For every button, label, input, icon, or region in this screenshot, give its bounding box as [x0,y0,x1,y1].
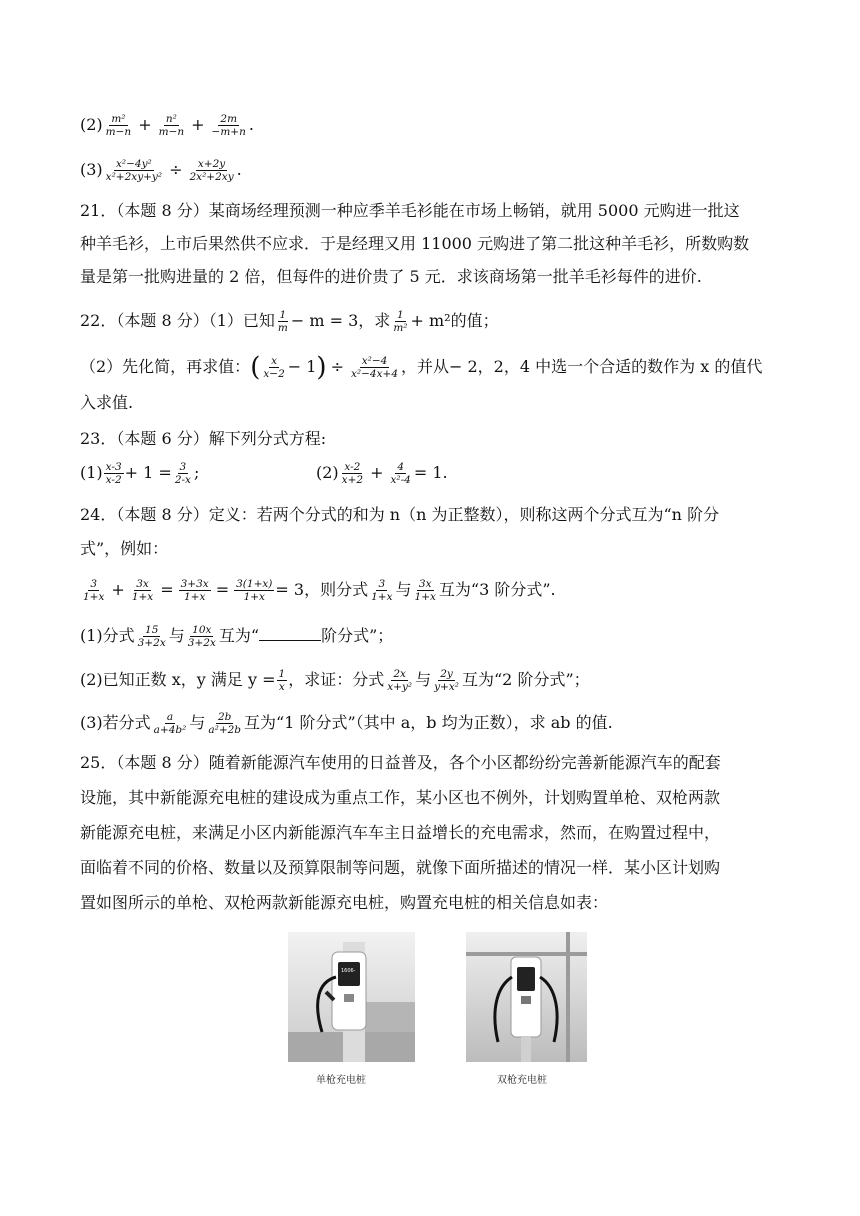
fraction: $\frac{\text{x²−4y²}}{\text{x²+2xy+y²}}$ [105,158,163,183]
q25-line3: 新能源充电桩，来满足小区内新能源汽车车主日益增长的充电需求，然而，在购置过程中， [80,823,721,842]
charger-illustration [466,932,587,1062]
q23-eq2: (2) $\frac{x-2}{x+2}$ + $\frac{4}{\text{x²-4}}$ = 1. [316,461,448,486]
charger-illustration [288,932,415,1062]
q25-line1: 25．（本题 8 分）随着新能源汽车使用的日益普及，各个小区都纷纷完善新能源汽车的配套 [80,753,721,772]
fraction: $\frac{2b}{\text{a²+2b}}$ [208,711,242,736]
q23-eq1: (1) $\frac{x-3}{x-2}$ + 1 = $\frac{3}{2-x}$ ; [80,461,200,486]
q24-line2: 式”，例如： [80,539,169,558]
q21-line2: 种羊毛衫，上市后果然供不应求．于是经理又用 11000 元购进了第二批这种羊毛衫，所数购数 [80,234,750,253]
answer-blank [259,626,321,641]
fraction: $\frac{3}{2-x}$ [174,461,191,486]
fraction: $\frac{1}{\text{m²}}$ [393,309,408,334]
q23-title: 23．（本题 6 分）解下列分式方程: [80,429,327,448]
double-gun-caption: 双枪充电桩 [497,1075,547,1086]
fraction: $\frac{3}{1+x}$ [371,578,393,603]
fraction: $\frac{\text{x²−4}}{\text{x²−4x+4}}$ [350,355,398,380]
single-gun-caption: 单枪充电桩 [316,1075,366,1086]
single-gun-charger-photo [288,932,415,1062]
fraction: $\frac{2x}{\text{x+y²}}$ [387,668,413,693]
fraction: $\frac{a}{\text{a+4b²}}$ [153,711,187,736]
fraction: $\frac{\text{n²}}{m-n}$ [158,113,185,138]
q22-part2: （2）先化简，再求值：( $\frac{x}{x-2}$ − 1) ÷ $\frac{\text{x²−4}}{\text{x²−4x+4}}$ ，并从− 2，2，4 中选一个合适的数作为 x 的值代 [80,352,763,383]
fraction: $\frac{10x}{3+2x}$ [187,624,216,649]
fraction: $\frac{x-2}{x+2}$ [341,461,364,486]
q24-part1: (1)分式 $\frac{15}{3+2x}$ 与 $\frac{10x}{3+2x}$ 互为“ 阶分式”； [80,624,394,649]
fraction: $\frac{1}{x}$ [278,668,286,693]
q24-part3: (3)若分式 $\frac{a}{\text{a+4b²}}$ 与 $\frac{2b}{\text{a²+2b}}$ 互为“1 阶分式”（其中 a，b 均为正数），求 ab 的值. [80,711,613,736]
fraction: $\frac{2y}{\text{y+x²}}$ [434,668,459,693]
q25-line4: 面临着不同的价格、数量以及预算限制等问题，就像下面所描述的情况一样．某小区计划购 [80,858,721,877]
fraction: $\frac{4}{\text{x²-4}}$ [390,461,411,486]
fraction: $\frac{x}{x-2}$ [263,355,285,380]
fraction: $\frac{15}{3+2x}$ [137,624,166,649]
q24-example: $\frac{3}{1+x}$ + $\frac{3x}{1+x}$ = $\frac{3+3x}{1+x}$ = $\frac{3(1+x)}{1+x}$ = 3，则分式 $\frac{3}{1+x}$ 与 $\frac{3x}{1+x}$ 互为“3 阶分式”. [83,578,556,603]
fraction: $\frac{3}{1+x}$ [83,578,105,603]
svg-text:1606-: 1606- [341,968,356,974]
q25-line5: 置如图所示的单枪、双枪两款新能源充电桩，购置充电桩的相关信息如表： [80,893,609,912]
fraction: $\frac{x+2y}{\text{2x²+2xy}}$ [189,158,234,183]
q22-part1: 22．（本题 8 分）（1）已知 $\frac{1}{m}$ − m = 3，求 $\frac{1}{\text{m²}}$ + m²的值； [80,309,499,334]
fraction: $\frac{2m}{-m+n}$ [211,113,246,138]
q20-part2: (2) $\frac{\text{m²}}{m-n}$ + $\frac{\text{n²}}{m-n}$ + $\frac{2m}{-m+n}$ . [80,113,254,138]
fraction: $\frac{3(1+x)}{1+x}$ [236,578,273,603]
fraction: $\frac{x-3}{x-2}$ [105,461,122,486]
fraction: $\frac{3x}{1+x}$ [131,578,154,603]
fraction: $\frac{3+3x}{1+x}$ [180,578,209,603]
double-gun-charger-photo [466,932,587,1062]
fraction: $\frac{3x}{1+x}$ [414,578,436,603]
fraction: $\frac{1}{m}$ [277,309,288,334]
fraction: $\frac{\text{m²}}{m-n}$ [105,113,132,138]
q20-part3: (3) $\frac{\text{x²−4y²}}{\text{x²+2xy+y²}}$ ÷ $\frac{x+2y}{\text{2x²+2xy}}$ . [80,158,242,183]
q21-line3: 量是第一批购进量的 2 倍，但每件的进价贵了 5 元．求该商场第一批羊毛衫每件的进价. [80,267,702,286]
q21-line1: 21．（本题 8 分）某商场经理预测一种应季羊毛衫能在市场上畅销，就用 5000 元购进一批这 [80,201,740,220]
q24-line1: 24．（本题 8 分）定义：若两个分式的和为 n（n 为正整数），则称这两个分式互为“n 阶分 [80,505,720,524]
q25-line2: 设施，其中新能源充电桩的建设成为重点工作，某小区也不例外，计划购置单枪、双枪两款 [80,788,721,807]
q22-part2-line2: 入求值. [80,393,134,412]
q24-part2: (2)已知正数 x，y 满足 y = $\frac{1}{x}$ ，求证：分式 $\frac{2x}{\text{x+y²}}$ 与 $\frac{2y}{\text{y+x²}}$ 互为“2 阶分式”； [80,668,590,693]
